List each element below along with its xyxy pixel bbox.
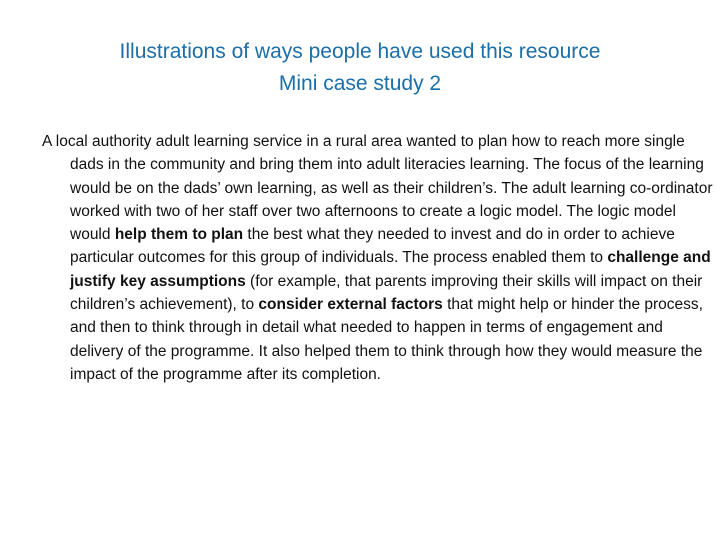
title-line-1: Illustrations of ways people have used this resource xyxy=(119,40,601,63)
slide-title xyxy=(0,36,720,100)
body-bold-help-plan: help them to plan xyxy=(114,226,244,244)
body-text-4: that might help or hinder the process, and then to think through in detail what needed to happen in terms of engagement and delivery of the programme. It also helped them to think through how they would measure the impact of the programme after its completion. xyxy=(70,296,703,383)
case-study-paragraph xyxy=(42,130,720,386)
body-bold-external-factors: consider external factors xyxy=(258,296,443,314)
title-line-2: Mini case study 2 xyxy=(278,72,442,95)
body-text-3: (for example, that parents improving their skills will impact on their children’s achievement), to xyxy=(70,272,703,314)
body-bold-assumptions: challenge and justify key assumptions xyxy=(70,249,711,290)
body-text-2: the best what they needed to invest and do in order to achieve particular outcomes for this group of individuals. The process enabled them to xyxy=(70,226,675,267)
body-text-1: A local authority adult learning service in a rural area wanted to plan how to reach more single dads in the community and bring them into adult literacies learning. The focus of the learning would be on the dads’ own learning, as well as their children’s. The adult learning co-ordinator worked with two of her staff over two afternoons to create a logic model. The logic model would xyxy=(42,133,713,244)
